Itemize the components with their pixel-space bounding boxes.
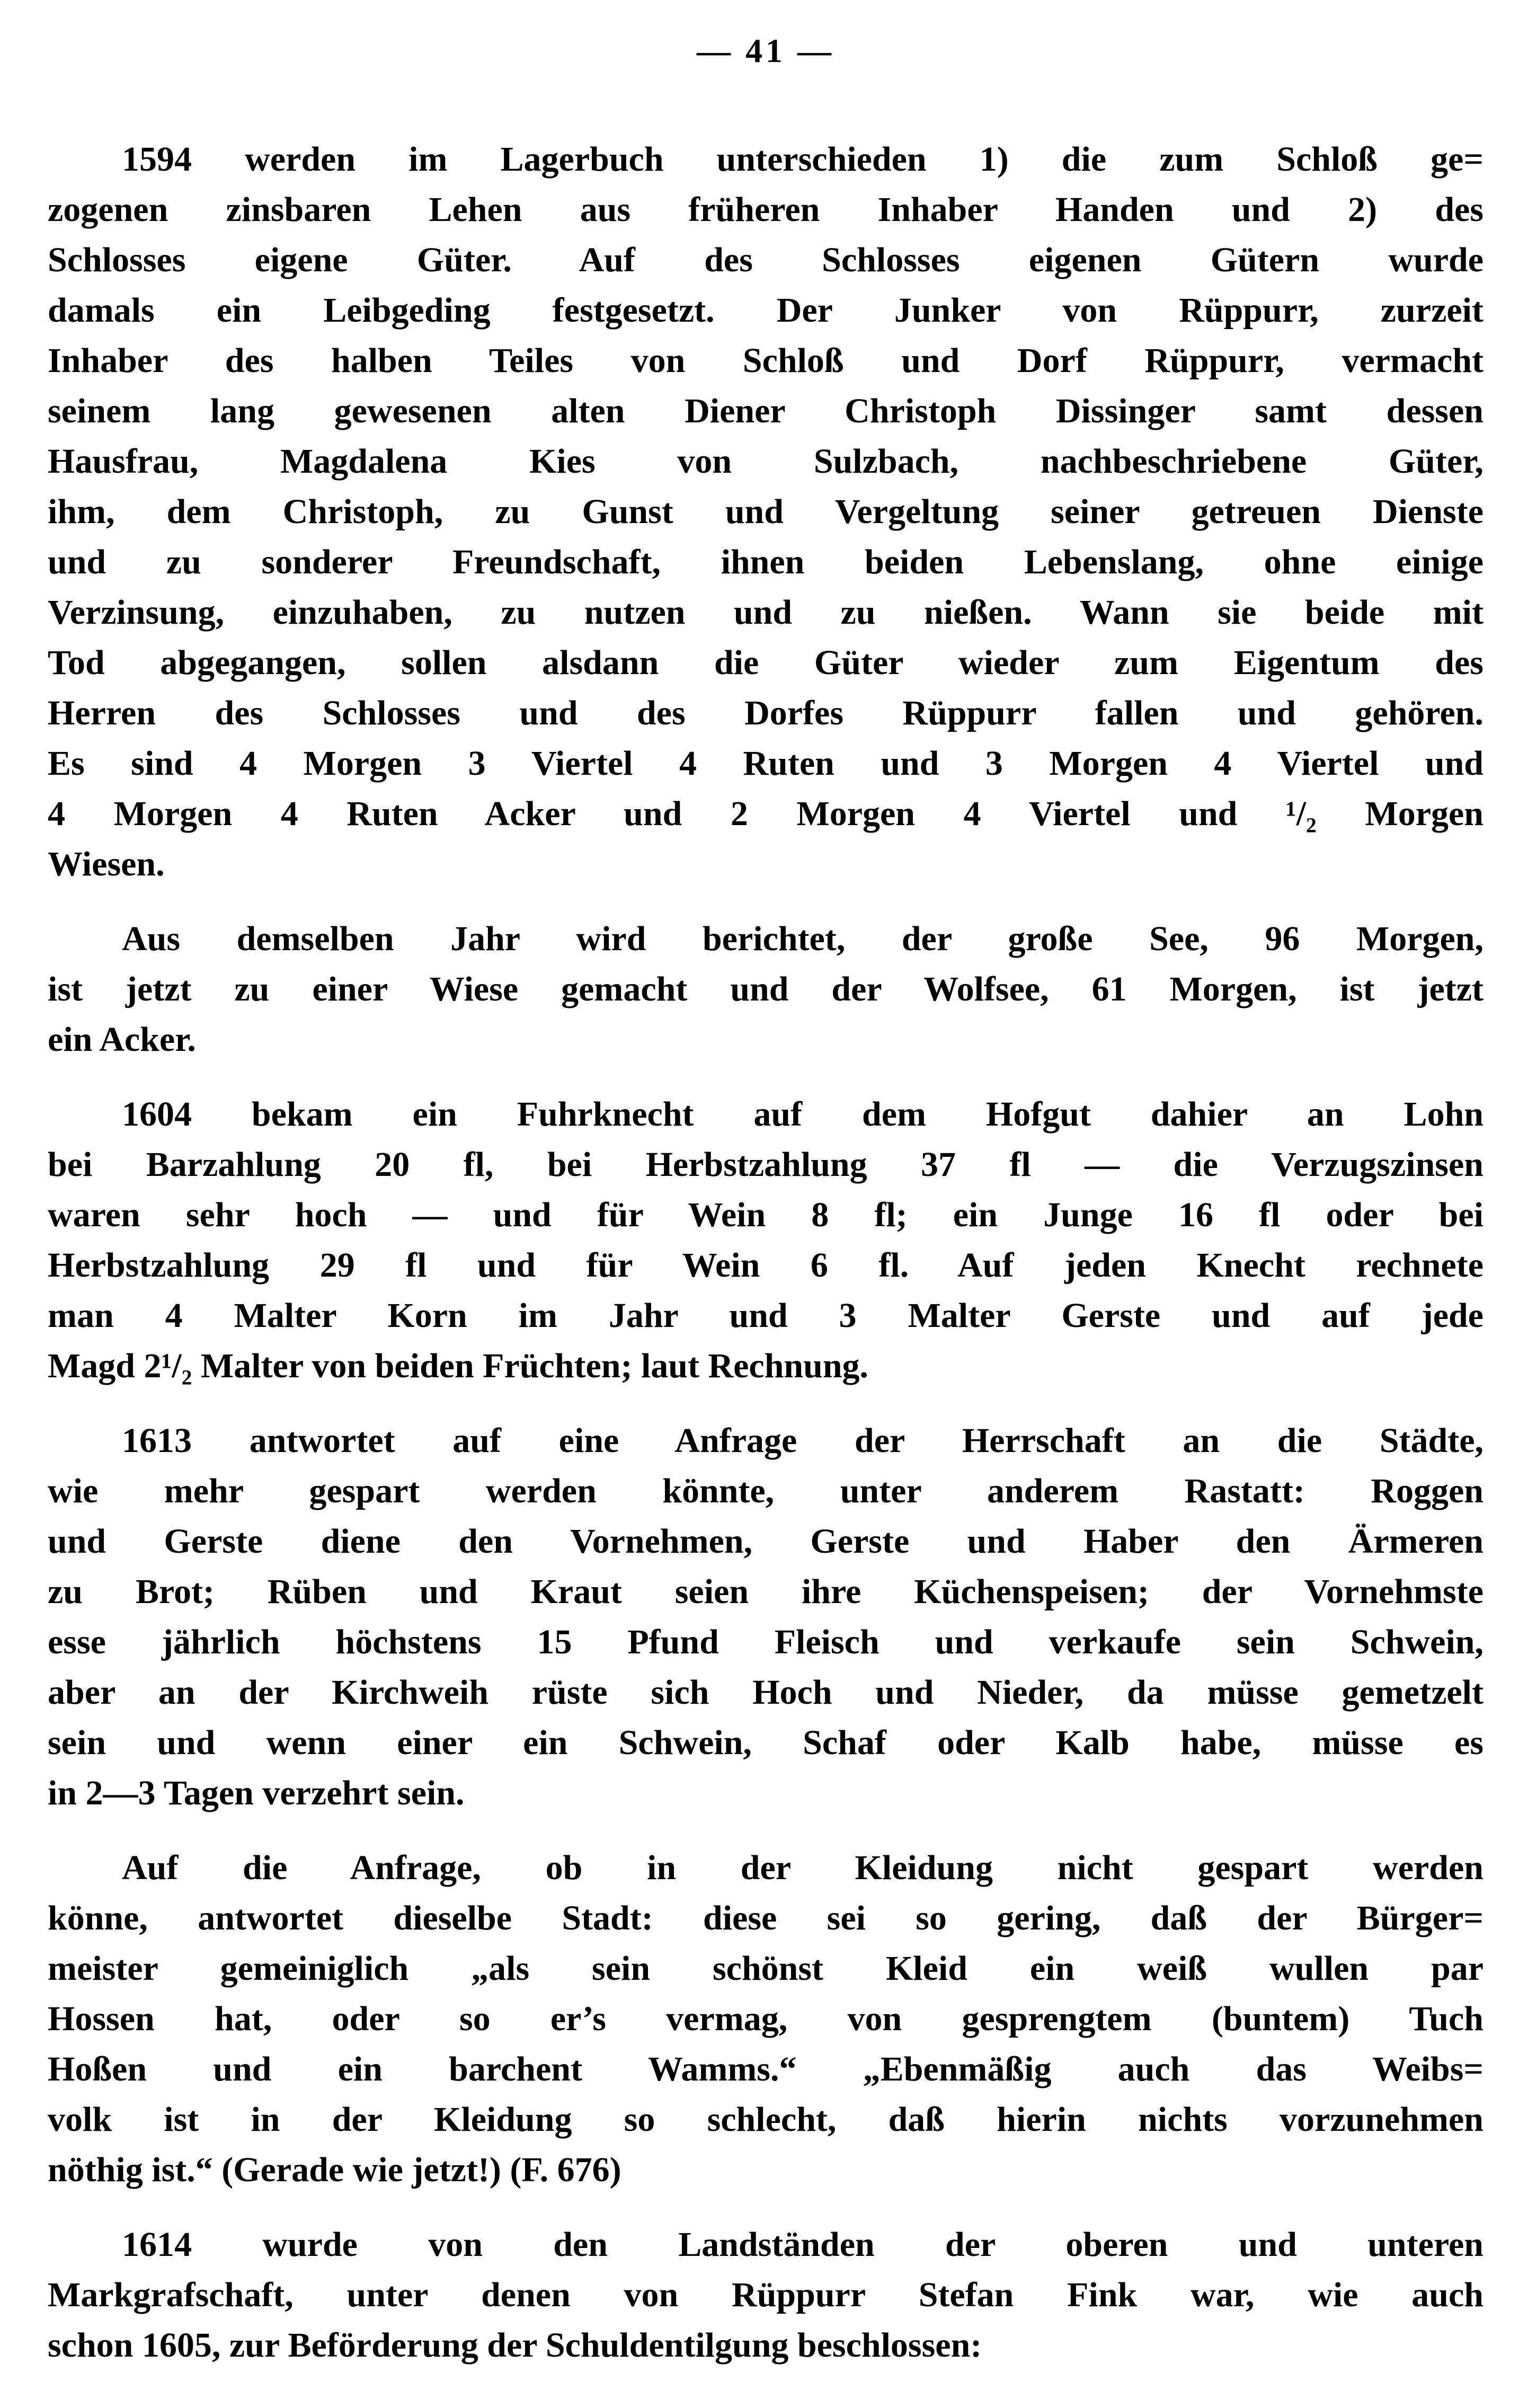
- text-line: 1594 werden im Lagerbuch unterschieden 1) die zum Schloß ge=: [122, 140, 1483, 179]
- text-line: Magd 2¹/₂ Malter von beiden Früchten; laut Rechnung.: [48, 1347, 869, 1385]
- text-line: zu Brot; Rüben und Kraut seien ihre Küchenspeisen; der Vornehmste: [48, 1572, 1483, 1611]
- text-line: Auf die Anfrage, ob in der Kleidung nicht gespart werden: [122, 1848, 1483, 1887]
- text-line: volk ist in der Kleidung so schlecht, daß hierin nichts vorzunehmen: [48, 2100, 1483, 2139]
- text-line: wie mehr gespart werden könnte, unter anderem Rastatt: Roggen: [48, 1472, 1483, 1510]
- text-line: 1614 wurde von den Landständen der oberen und unteren: [122, 2225, 1483, 2264]
- text-line: ihm, dem Christoph, zu Gunst und Vergeltung seiner getreuen Dienste: [48, 492, 1483, 531]
- text-line: in 2—3 Tagen verzehrt sein.: [48, 1774, 465, 1812]
- text-line: 1613 antwortet auf eine Anfrage der Herrschaft an die Städte,: [122, 1421, 1483, 1460]
- text-line: sein und wenn einer ein Schwein, Schaf oder Kalb habe, müsse es: [48, 1723, 1483, 1762]
- text-line: Verzinsung, einzuhaben, zu nutzen und zu nießen. Wann sie beide mit: [48, 593, 1483, 632]
- page-body-text: [48, 134, 1483, 2370]
- paragraph-1613: [48, 1415, 1483, 1818]
- text-line: Hossen hat, oder so er’s vermag, von gesprengtem (buntem) Tuch: [48, 1999, 1483, 2038]
- text-line: Markgrafschaft, unter denen von Rüppurr Stefan Fink war, wie auch: [48, 2276, 1483, 2314]
- text-line: damals ein Leibgeding festgesetzt. Der Junker von Rüppurr, zurzeit: [48, 291, 1483, 330]
- paragraph-kleidung: [48, 1843, 1483, 2195]
- text-line: bei Barzahlung 20 fl, bei Herbstzahlung 37 fl — die Verzugszinsen: [48, 1145, 1483, 1184]
- text-line: ein Acker.: [48, 1020, 196, 1059]
- text-line: 1604 bekam ein Fuhrknecht auf dem Hofgut dahier an Lohn: [122, 1095, 1483, 1134]
- text-line: könne, antwortet dieselbe Stadt: diese sei so gering, daß der Bürger=: [48, 1899, 1483, 1937]
- text-line: Tod abgegangen, sollen alsdann die Güter wieder zum Eigentum des: [48, 643, 1483, 682]
- paragraph-1604: [48, 1089, 1483, 1391]
- text-line: nöthig ist.“ (Gerade wie jetzt!) (F. 676): [48, 2150, 621, 2189]
- text-line: waren sehr hoch — und für Wein 8 fl; ein Junge 16 fl oder bei: [48, 1196, 1483, 1234]
- text-line: Schlosses eigene Güter. Auf des Schlosses eigenen Gütern wurde: [48, 241, 1483, 279]
- text-line: und zu sonderer Freundschaft, ihnen beiden Lebenslang, ohne einige: [48, 543, 1483, 581]
- text-line: esse jährlich höchstens 15 Pfund Fleisch und verkaufe sein Schwein,: [48, 1623, 1483, 1661]
- paragraph-see-wiese: [48, 914, 1483, 1065]
- paragraph-1614: [48, 2219, 1483, 2370]
- text-line: Hoßen und ein barchent Wamms.“ „Ebenmäßig auch das Weibs=: [48, 2050, 1483, 2088]
- text-line: Wiesen.: [48, 845, 165, 883]
- text-line: schon 1605, zur Beförderung der Schuldentilgung beschlossen:: [48, 2326, 982, 2365]
- text-line: und Gerste diene den Vornehmen, Gerste und Haber den Ärmeren: [48, 1522, 1483, 1561]
- text-line: aber an der Kirchweih rüste sich Hoch und Nieder, da müsse gemetzelt: [48, 1673, 1483, 1712]
- page-number: — 41 —: [697, 32, 834, 69]
- text-line: Herbstzahlung 29 fl und für Wein 6 fl. Auf jeden Knecht rechnete: [48, 1246, 1483, 1285]
- text-line: ist jetzt zu einer Wiese gemacht und der Wolfsee, 61 Morgen, ist jetzt: [48, 970, 1483, 1008]
- text-line: zogenen zinsbaren Lehen aus früheren Inhaber Handen und 2) des: [48, 190, 1483, 229]
- text-line: Es sind 4 Morgen 3 Viertel 4 Ruten und 3 Morgen 4 Viertel und: [48, 744, 1483, 783]
- text-line: meister gemeiniglich „als sein schönst Kleid ein weiß wullen par: [48, 1949, 1483, 1988]
- text-line: Aus demselben Jahr wird berichtet, der große See, 96 Morgen,: [122, 919, 1483, 958]
- text-line: seinem lang gewesenen alten Diener Christoph Dissinger samt dessen: [48, 392, 1483, 430]
- text-line: 4 Morgen 4 Ruten Acker und 2 Morgen 4 Viertel und ¹/₂ Morgen: [48, 794, 1483, 833]
- text-line: Inhaber des halben Teiles von Schloß und Dorf Rüppurr, vermacht: [48, 341, 1483, 380]
- paragraph-1594: [48, 134, 1483, 889]
- text-line: man 4 Malter Korn im Jahr und 3 Malter Gerste und auf jede: [48, 1296, 1483, 1335]
- text-line: Herren des Schlosses und des Dorfes Rüppurr fallen und gehören.: [48, 694, 1483, 732]
- text-line: Hausfrau, Magdalena Kies von Sulzbach, nachbeschriebene Güter,: [48, 442, 1483, 481]
